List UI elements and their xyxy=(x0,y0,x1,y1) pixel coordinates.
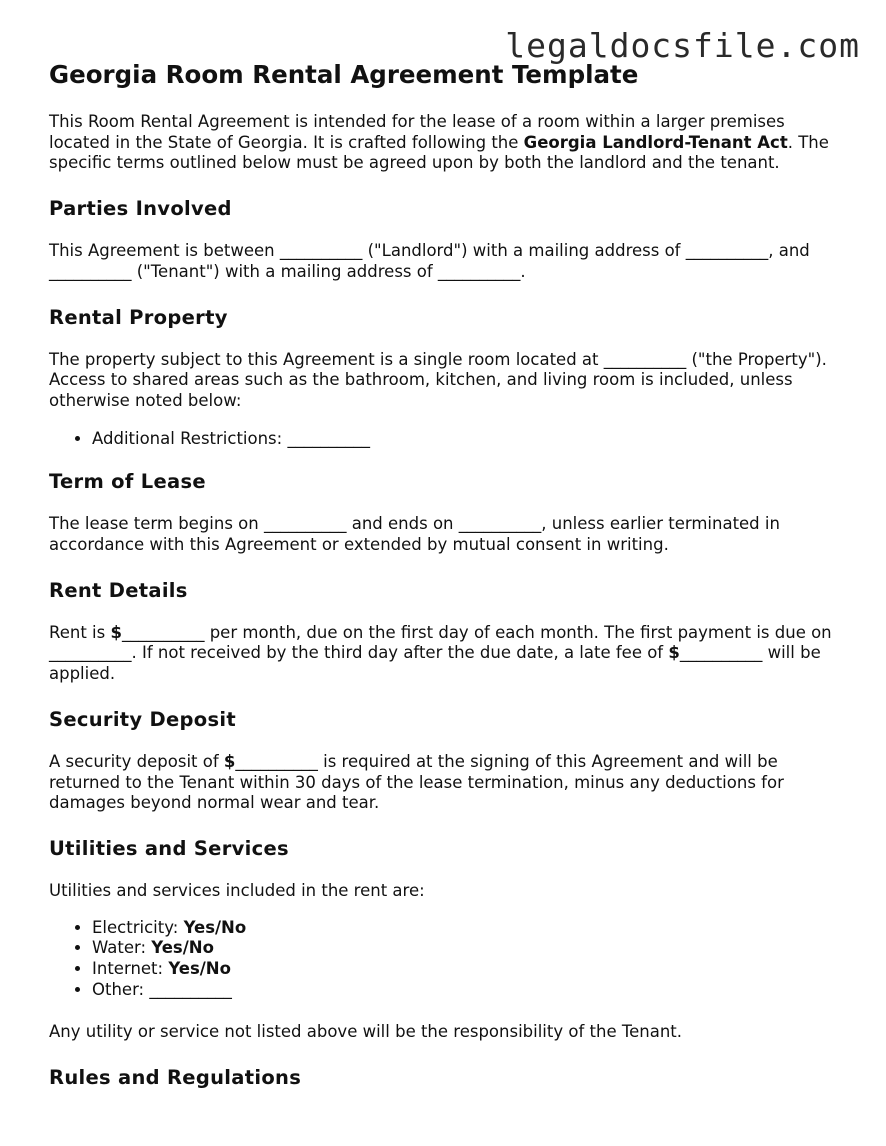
internet-yes-no[interactable]: Yes/No xyxy=(168,959,231,979)
section-heading-parties: Parties Involved xyxy=(49,197,232,221)
landlord-name-blank[interactable]: __________ xyxy=(279,241,363,261)
list-item: • Other: __________ xyxy=(92,980,839,1001)
property-paragraph: The property subject to this Agreement is a single room located at __________ ("the Property"). Access to shared areas such as the bathroom, kitchen, and living room is included, unless otherwise noted below: xyxy=(49,349,827,410)
late-fee-blank[interactable]: $__________ xyxy=(668,643,763,663)
tenant-address-blank[interactable]: __________ xyxy=(437,261,521,281)
page-title: Georgia Room Rental Agreement Template xyxy=(49,60,639,89)
term-paragraph: The lease term begins on __________ and ends on __________, unless earlier terminated in accordance with this Agreement or extended by mutual consent in writing. xyxy=(49,514,780,555)
other-utility-blank[interactable]: __________ xyxy=(149,979,232,999)
section-heading-term: Term of Lease xyxy=(49,470,206,494)
water-yes-no[interactable]: Yes/No xyxy=(151,938,214,958)
deposit-amount-blank[interactable]: $__________ xyxy=(223,751,318,771)
list-item: • Electricity: Yes/No xyxy=(92,918,839,939)
list-item: • Water: Yes/No xyxy=(92,938,839,959)
utilities-list xyxy=(49,918,839,1001)
restrictions-blank[interactable]: __________ xyxy=(287,428,370,448)
landlord-address-blank[interactable]: __________ xyxy=(685,241,769,261)
utilities-intro: Utilities and services included in the rent are: xyxy=(49,880,425,900)
act-name: Georgia Landlord-Tenant Act xyxy=(523,132,788,152)
rent-paragraph: Rent is $__________ per month, due on the first day of each month. The first payment is due on __________. If not received by the third day after the due date, a late fee of $__________ will be applied. xyxy=(49,622,832,684)
section-heading-rules: Rules and Regulations xyxy=(49,1066,302,1090)
tenant-name-blank[interactable]: __________ xyxy=(49,261,132,281)
watermark: legaldocsfile.com xyxy=(505,26,860,65)
section-heading-property: Rental Property xyxy=(49,305,228,329)
intro-paragraph: This Room Rental Agreement is intended for the lease of a room within a larger premises located in the State of Georgia. It is crafted following the Georgia Landlord-Tenant Act. The specific terms outlined below must be agreed upon by both the landlord and the tenant. xyxy=(49,112,829,173)
section-heading-rent: Rent Details xyxy=(49,578,188,602)
property-address-blank[interactable]: __________ xyxy=(603,349,687,369)
list-item: • Internet: Yes/No xyxy=(92,959,839,980)
restrictions-list xyxy=(49,429,839,450)
rent-amount-blank[interactable]: $__________ xyxy=(110,622,205,642)
start-date-blank[interactable]: __________ xyxy=(263,514,347,534)
parties-paragraph: This Agreement is between __________ ("Landlord") with a mailing address of __________, and __________ ("Tenant") with a mailing address of __________. xyxy=(49,241,810,281)
deposit-paragraph: A security deposit of $__________ is required at the signing of this Agreement and will be returned to the Tenant within 30 days of the lease termination, minus any deductions for damages beyond normal wear and tear. xyxy=(49,751,784,813)
end-date-blank[interactable]: __________ xyxy=(458,514,542,534)
section-heading-deposit: Security Deposit xyxy=(49,707,237,731)
utilities-note: Any utility or service not listed above will be the responsibility of the Tenant. xyxy=(49,1022,683,1042)
list-item: • Additional Restrictions: __________ xyxy=(92,429,839,450)
document-body xyxy=(49,58,839,1110)
electricity-yes-no[interactable]: Yes/No xyxy=(183,917,247,937)
first-payment-date-blank[interactable]: __________ xyxy=(49,643,132,663)
section-heading-utilities: Utilities and Services xyxy=(49,836,289,860)
